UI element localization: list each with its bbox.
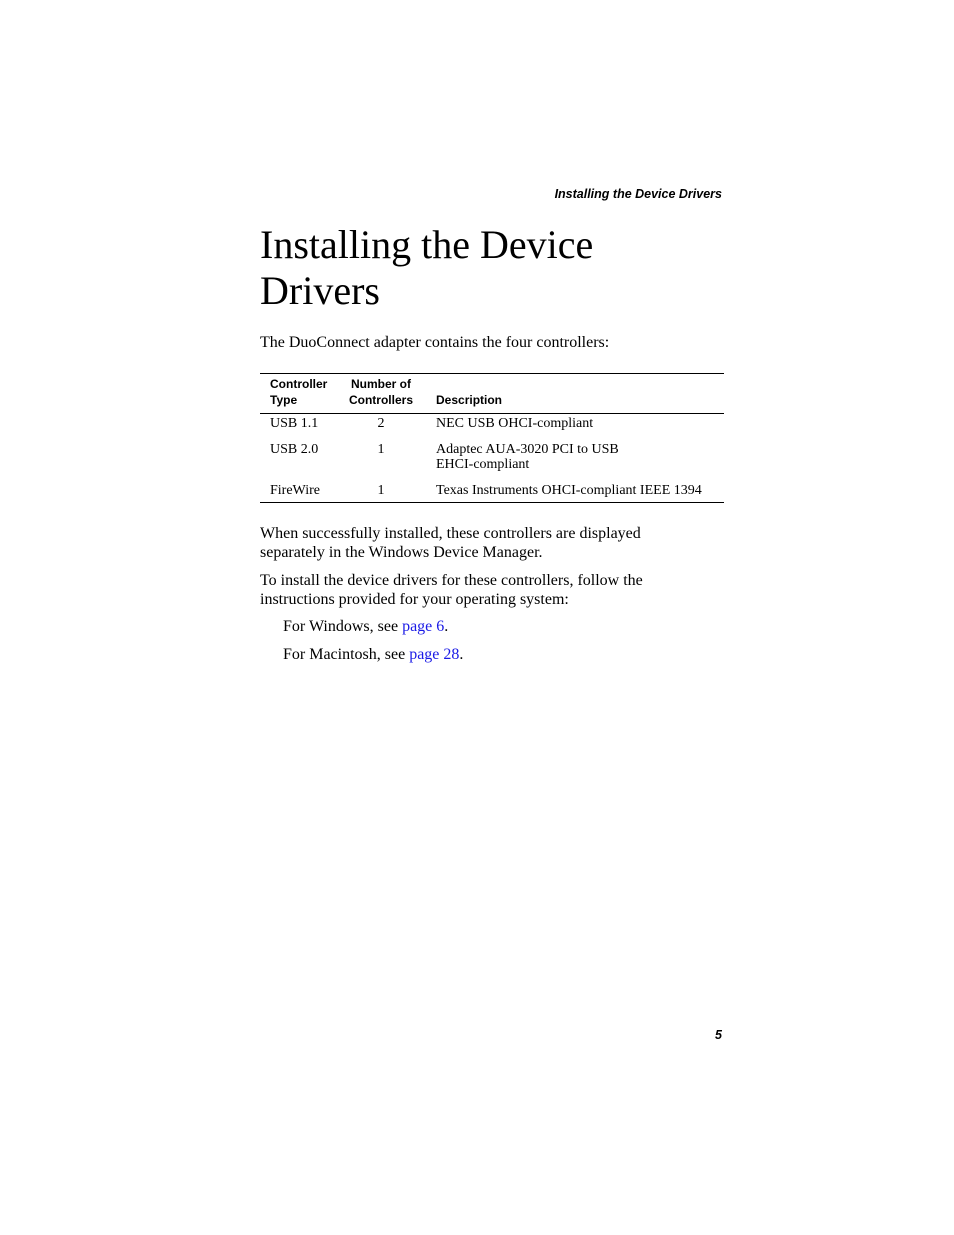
intro-text: The DuoConnect adapter contains the four controllers: xyxy=(260,334,610,351)
instruction-macintosh: For Macintosh, see page 28. xyxy=(283,646,464,663)
table-header-row xyxy=(260,374,724,414)
running-header: Installing the Device Drivers xyxy=(554,187,722,201)
cell-description: Adaptec AUA-3020 PCI to USB EHCI-compliant xyxy=(436,442,619,472)
page-title xyxy=(260,222,730,314)
cell-count: 2 xyxy=(377,416,385,431)
header-controller-type: Controller Type xyxy=(260,374,336,414)
page-number: 5 xyxy=(715,1028,722,1042)
cell-description: NEC USB OHCI-compliant xyxy=(436,416,594,431)
paragraph-installed: When successfully installed, these controllers are displayed separately in the Windows Device Manager. xyxy=(260,525,641,561)
cell-count: 1 xyxy=(377,442,385,457)
cell-type: USB 2.0 xyxy=(270,442,319,457)
table-row xyxy=(260,414,724,441)
page-title-line-1: Installing the Device xyxy=(260,222,594,267)
cell-description: Texas Instruments OHCI-compliant IEEE 1394 xyxy=(426,481,724,503)
paragraph-instructions: To install the device drivers for these controllers, follow the instructions provided for your operating system: xyxy=(260,572,643,608)
header-number-of-controllers: Number of Controllers xyxy=(336,374,426,414)
instruction-windows: For Windows, see page 6. xyxy=(283,618,449,635)
cell-type: USB 1.1 xyxy=(270,416,319,431)
page-title-line-2: Drivers xyxy=(260,268,380,313)
cell-type: FireWire xyxy=(260,481,336,503)
cell-count: 1 xyxy=(336,481,426,503)
link-page-28[interactable]: page 28 xyxy=(409,646,460,663)
controllers-table xyxy=(260,373,724,503)
header-description: Description xyxy=(426,374,724,414)
link-page-6[interactable]: page 6 xyxy=(402,618,445,635)
table-row xyxy=(260,481,724,503)
table-row xyxy=(260,440,724,481)
